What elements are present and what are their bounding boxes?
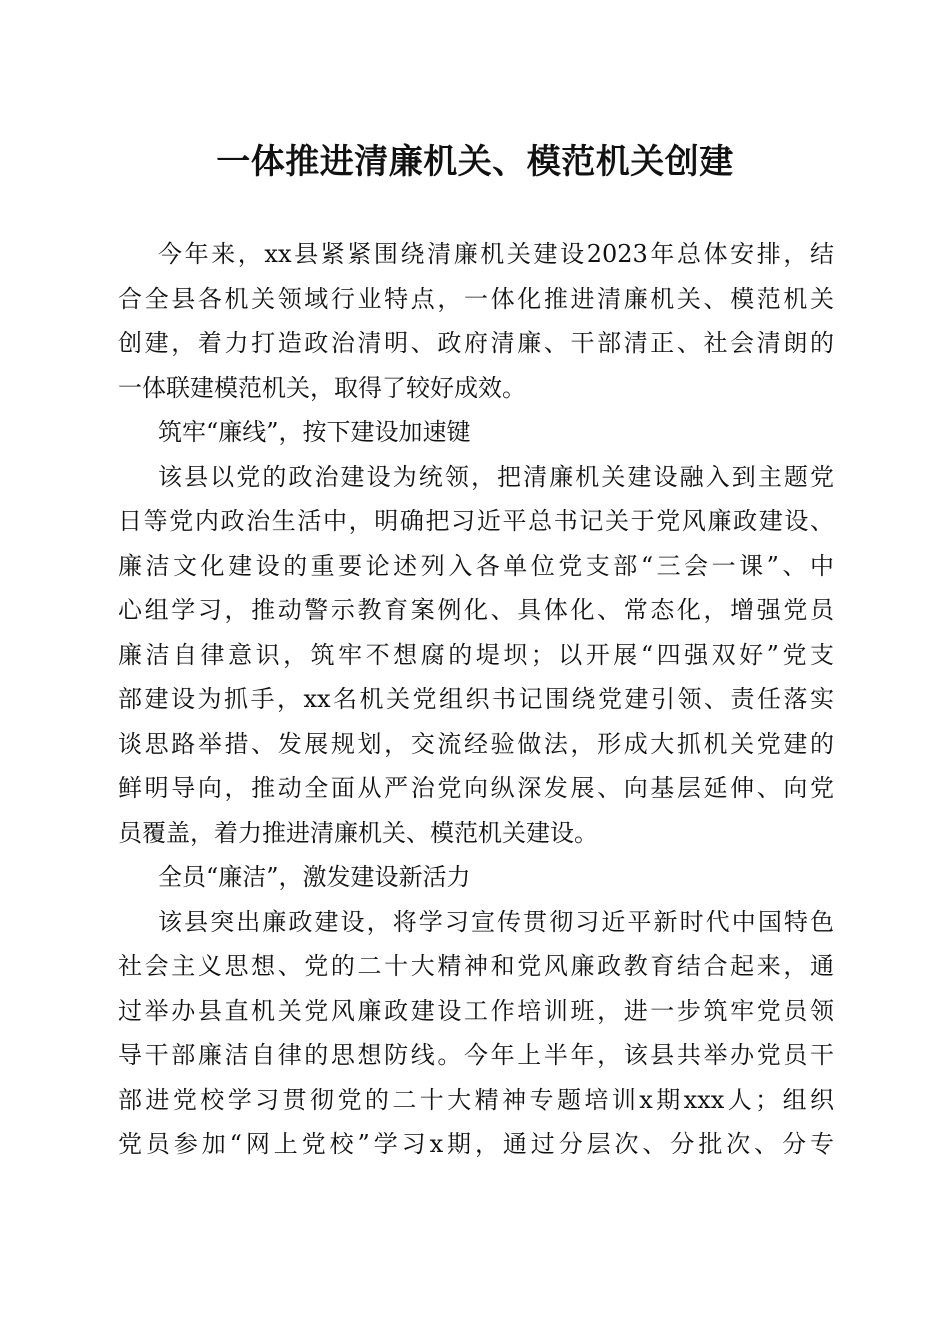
section-heading-2: 全员“廉洁”，激发建设新活力 (158, 863, 471, 891)
paragraph-3-line-4: 导干部廉洁自律的思想防线。今年上半年，该县共举办党员干 (118, 1041, 834, 1069)
paragraph-1-line-2: 合全县各机关领域行业特点，一体化推进清廉机关、模范机关 (118, 285, 834, 313)
paragraph-1-line-1: 今年来，xx县紧紧围绕清廉机关建设2023年总体安排，结 (158, 240, 834, 268)
paragraph-3-line-2: 社会主义思想、党的二十大精神和党风廉政教育结合起来，通 (118, 952, 834, 980)
paragraph-3-line-6: 党员参加“网上党校”学习x期，通过分层次、分批次、分专 (118, 1130, 834, 1158)
paragraph-1-line-4: 一体联建模范机关，取得了较好成效。 (118, 374, 526, 402)
paragraph-3-line-1: 该县突出廉政建设，将学习宣传贯彻习近平新时代中国特色 (158, 908, 834, 936)
paragraph-2-line-9: 员覆盖，着力推进清廉机关、模范机关建设。 (118, 819, 598, 847)
paragraph-2-line-8: 鲜明导向，推动全面从严治党向纵深发展、向基层延伸、向党 (118, 774, 834, 802)
paragraph-3-line-3: 过举办县直机关党风廉政建设工作培训班，进一步筑牢党员领 (118, 997, 834, 1025)
paragraph-2-line-7: 谈思路举措、发展规划，交流经验做法，形成大抓机关党建的 (118, 730, 834, 758)
paragraph-2-line-4: 心组学习，推动警示教育案例化、具体化、常态化，增强党员 (118, 596, 834, 624)
paragraph-2-line-1: 该县以党的政治建设为统领，把清廉机关建设融入到主题党 (158, 463, 834, 491)
section-heading-1: 筑牢“廉线”，按下建设加速键 (158, 418, 471, 446)
paragraph-2-line-3: 廉洁文化建设的重要论述列入各单位党支部“三会一课”、中 (118, 552, 834, 580)
paragraph-3-line-5: 部进党校学习贯彻党的二十大精神专题培训x期xxx人；组织 (118, 1086, 834, 1114)
paragraph-2-line-2: 日等党内政治生活中，明确把习近平总书记关于党风廉政建设、 (118, 507, 834, 535)
paragraph-2-line-5: 廉洁自律意识，筑牢不想腐的堤坝；以开展“四强双好”党支 (118, 641, 834, 669)
paragraph-2-line-6: 部建设为抓手，xx名机关党组织书记围绕党建引领、责任落实 (118, 685, 834, 713)
paragraph-1-line-3: 创建，着力打造政治清明、政府清廉、干部清正、社会清朗的 (118, 329, 834, 357)
document-title: 一体推进清廉机关、模范机关创建 (216, 142, 734, 182)
